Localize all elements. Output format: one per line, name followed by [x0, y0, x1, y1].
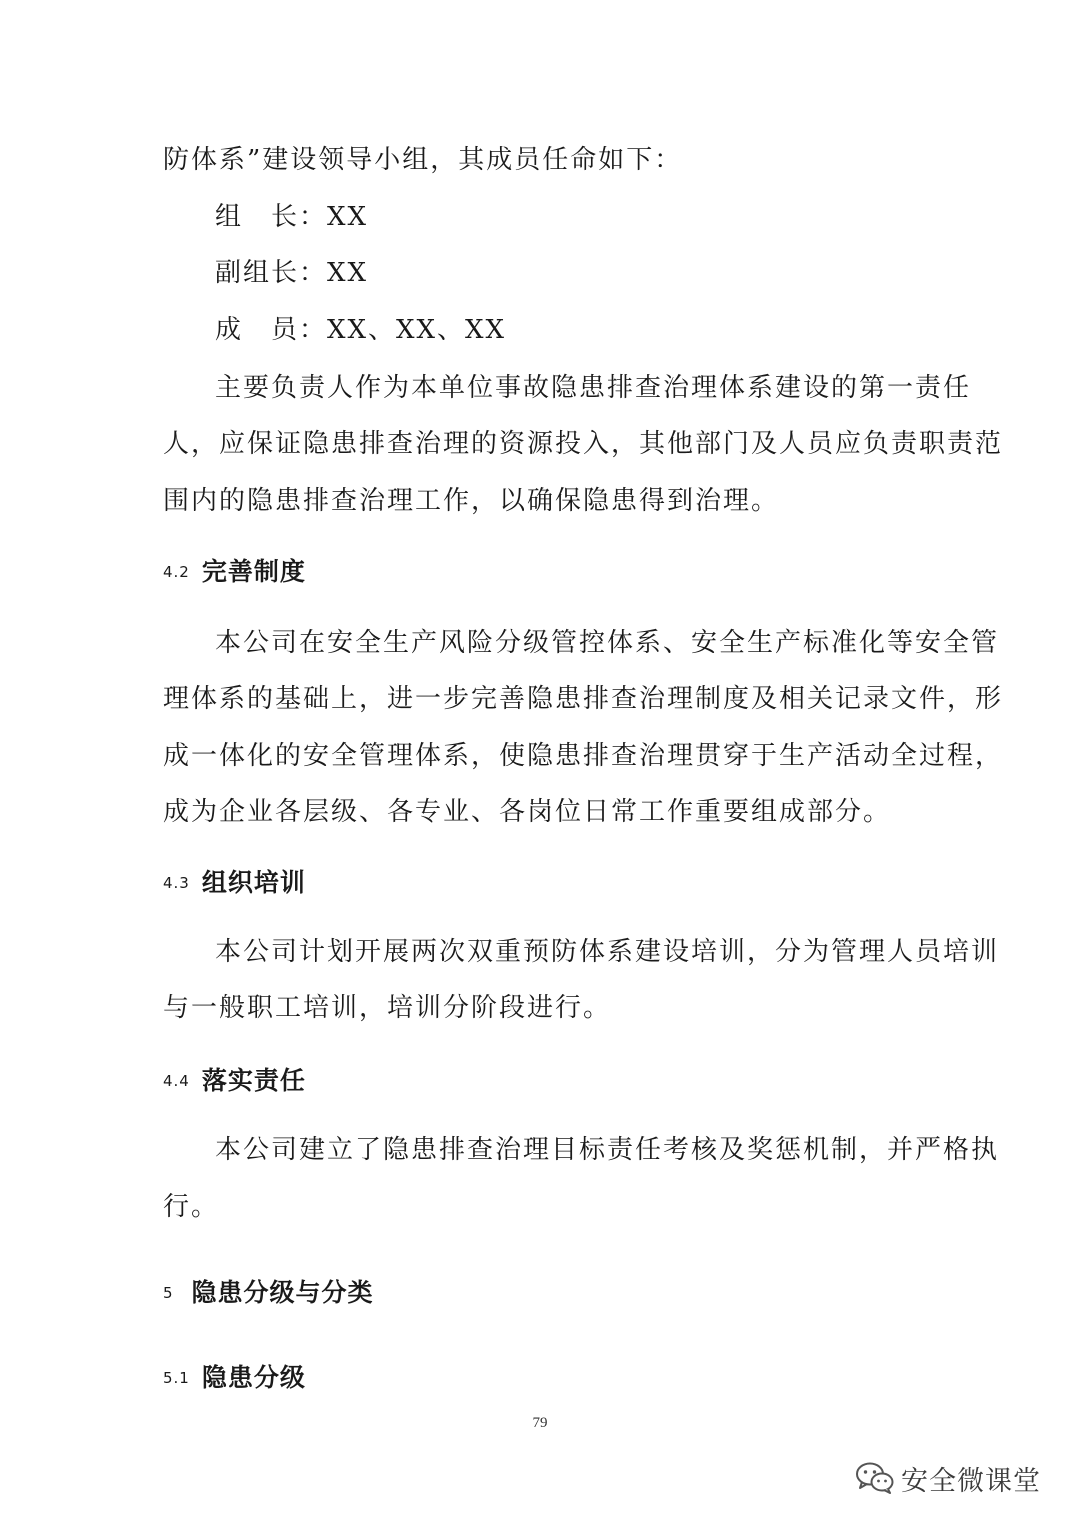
body-text-line: 本公司计划开展两次双重预防体系建设培训，分为管理人员培训 — [215, 937, 1000, 967]
body-text-line: 成为企业各层级、各专业、各岗位日常工作重要组成部分。 — [163, 797, 892, 827]
section-title: 落实责任 — [201, 1066, 306, 1095]
body-text-line: 理体系的基础上，进一步完善隐患排查治理制度及相关记录文件，形 — [163, 684, 1004, 714]
watermark-text: 安全微课堂 — [901, 1465, 1041, 1497]
section-heading-4-4 — [163, 1063, 306, 1098]
section-number: 5.1 — [163, 1369, 190, 1387]
wechat-icon — [855, 1461, 895, 1495]
section-heading-4-2 — [163, 554, 306, 589]
section-number: 5 — [163, 1284, 174, 1302]
section-title: 组织培训 — [201, 868, 306, 897]
section-number: 4.4 — [163, 1072, 190, 1090]
section-title: 隐患分级与分类 — [191, 1278, 374, 1307]
body-text-line: 本公司在安全生产风险分级管控体系、安全生产标准化等安全管 — [215, 628, 1000, 658]
body-text-line: 本公司建立了隐患排查治理目标责任考核及奖惩机制，并严格执 — [215, 1135, 1000, 1165]
body-text-line: 人，应保证隐患排查治理的资源投入，其他部门及人员应负责职责范 — [163, 429, 1004, 459]
body-text-line: 防体系”建设领导小组，其成员任命如下： — [163, 145, 683, 175]
page-number: 79 — [532, 1415, 548, 1431]
body-text-line: 与一般职工培训，培训分阶段进行。 — [163, 993, 612, 1023]
section-title: 完善制度 — [201, 557, 306, 586]
section-heading-4-3 — [163, 865, 306, 900]
section-heading-5-1 — [163, 1360, 306, 1395]
body-text-line: 成一体化的安全管理体系，使隐患排查治理贯穿于生产活动全过程， — [163, 741, 1004, 771]
section-number: 4.2 — [163, 563, 190, 581]
section-title: 隐患分级 — [201, 1363, 306, 1392]
section-number: 4.3 — [163, 874, 190, 892]
deputy-line: 副组长：XX — [215, 258, 369, 288]
body-text-line: 主要负责人作为本单位事故隐患排查治理体系建设的第一责任 — [215, 373, 972, 403]
members-line: 成 员：XX、XX、XX — [215, 315, 507, 345]
body-text-line: 围内的隐患排查治理工作，以确保隐患得到治理。 — [163, 486, 780, 516]
body-text-line: 行。 — [163, 1192, 220, 1222]
section-heading-5 — [163, 1275, 374, 1310]
watermark — [855, 1458, 1041, 1498]
leader-line: 组 长：XX — [215, 202, 369, 232]
